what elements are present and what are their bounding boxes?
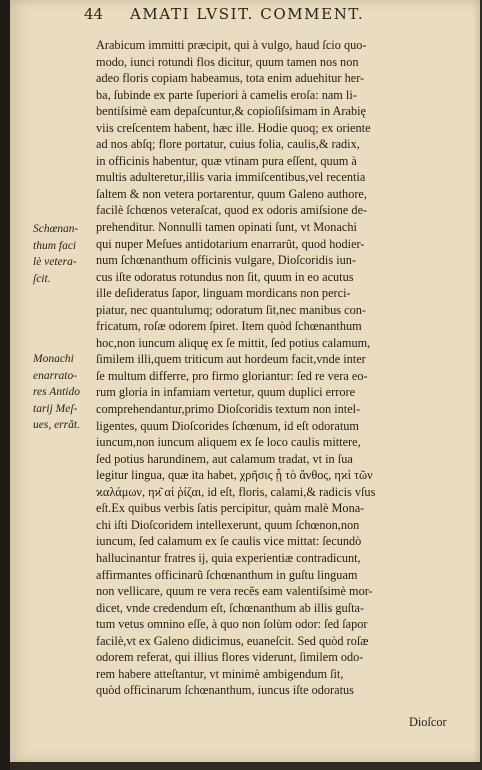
text-line: rem habere atteſtantur, vt minimè ambigendum ſit, bbox=[96, 666, 344, 681]
text-line: facilè,vt ex Galeno didicimus, euaneſcit. Sed quòd roſæ bbox=[96, 633, 369, 648]
text-line: facilè ſchœnos veteraſcat, quod ex odoris amiſsione de- bbox=[96, 203, 368, 218]
text-line: multis adulteretur,illis varia immiſcentibus,vel recentia bbox=[96, 170, 366, 185]
margin-note-line: Monachi bbox=[33, 353, 74, 365]
margin-note-line: Schœnan- bbox=[33, 223, 79, 235]
text-line: odorem referat, qui illius flores viderunt, ſimilem odo- bbox=[96, 650, 364, 665]
text-line: ille deſideratus ſapor, linguam mordicans non perci- bbox=[96, 286, 351, 301]
running-title: AMATI LVSIT. COMMENT. bbox=[130, 5, 365, 23]
text-line: fricatum, roſæ odorem ſpiret. Item quòd ſchœnanthum bbox=[96, 319, 362, 334]
page-header bbox=[10, 3, 480, 27]
text-line: ligentes, quum Dioſcorides ſchœnum, id eſt odoratum bbox=[96, 418, 359, 433]
text-line: ba, ſubinde ex parte ſuperiori à camelis eroſa: nam li- bbox=[96, 87, 357, 102]
text-line: eſt.Ex quibus verbis ſatis percipitur, quàm malè Mona- bbox=[96, 501, 365, 516]
text-line: ad nos abſq; flore portatur, cuius folia, caulis,& radix, bbox=[96, 137, 360, 152]
text-line: cus iſte odoratus rotundus non ſit, quum in eo acutus bbox=[96, 269, 354, 284]
text-line: bentiſsimè eam depaſcuntur,& copioſiſsimam in Arabię bbox=[96, 104, 366, 119]
text-line: num ſchœnanthum officinis vulgare, Dioſcoridis iun- bbox=[96, 253, 357, 268]
margin-note-line: thum faci bbox=[33, 239, 77, 252]
book-page bbox=[10, 0, 480, 762]
text-line: comprehendantur,primo Dioſcoridis textum non intel- bbox=[96, 402, 361, 417]
margin-note-line: res Antido bbox=[33, 386, 80, 398]
text-line: chi iſti Dioſcoridem intellexerunt, quum ſchœnon,non bbox=[96, 517, 360, 532]
text-line: non vellicare, quum re vera recẽs eam valentiſsimè mor- bbox=[96, 584, 373, 599]
text-line: quòd officinarum ſchœnanthum, iuncus iſte odoratus bbox=[96, 683, 354, 698]
text-line: modo, iunci rotundi flos dicitur, quum tamen nos non bbox=[96, 54, 359, 69]
text-line: adeo floris copiam habeamus, tota enim aduehitur her- bbox=[96, 71, 365, 86]
text-line: ſaltem & non vetera portarentur, quum Galeno authore, bbox=[96, 186, 367, 201]
text-line: prehenditur. Nonnulli tamen opinati ſunt, vt Monachi bbox=[96, 220, 357, 235]
text-line: ϰαλάμων, ηϰ͂ αἱ ῥίζαι, id eſt, floris, calami,& radicis vſus bbox=[96, 484, 376, 499]
text-line: affirmantes officinarũ ſchœnanthum in guſtu linguam bbox=[96, 567, 358, 582]
margin-note-line: tarij Meſ- bbox=[33, 402, 78, 415]
text-line: iuncum,non iuncum aliquem ex ſe loco caulis mittere, bbox=[96, 435, 361, 450]
margin-note-schoenanthum bbox=[33, 221, 95, 287]
text-line: ſed potius harundinem, aut calamum tradat, vt in ſua bbox=[96, 451, 353, 466]
text-line: piatur, nec quantulumq; odoratum ſit,nec manibus con- bbox=[96, 302, 366, 317]
text-line: iuncum, ſed calamum ex ſe caulis vice mittat: ſecundò bbox=[96, 534, 362, 549]
margin-note-line: ues, errăt. bbox=[33, 419, 80, 431]
margin-note-line: lè vetera- bbox=[33, 256, 77, 268]
text-line: qui nuper Meſues antidotarium enarrarũt, quod hodier- bbox=[96, 236, 365, 251]
text-line: tum vetus omnino eſſe, à quo non ſolùm odor: ſed ſapor bbox=[96, 617, 368, 632]
text-line: in officinis habentur, quæ vtinam pura eſſent, quum à bbox=[96, 153, 357, 168]
book-gutter bbox=[0, 0, 10, 770]
page-number: 44 bbox=[84, 5, 104, 23]
text-column bbox=[96, 37, 454, 699]
margin-note-line: ſcit. bbox=[33, 272, 51, 285]
text-line: dicet, vnde credendum eſt, ſchœnanthum ab illis guſta- bbox=[96, 600, 365, 615]
margin-note-line: enarrato- bbox=[33, 369, 78, 382]
catchword: Dioſcor bbox=[409, 715, 447, 729]
text-line: viis creſcentem habent, hæc ille. Hodie quoq; ex oriente bbox=[96, 120, 371, 135]
text-line: ſe multum differre, pro firmo gloriantur: ſed re vera eo- bbox=[96, 368, 368, 383]
text-line: hallucinantur fratres ij, quia experientiæ contradicunt, bbox=[96, 550, 361, 565]
text-line: rum gloria in infamiam vertetur, quum duplici errore bbox=[96, 385, 356, 400]
margin-note-monachi bbox=[33, 351, 95, 434]
text-line: hoc,non iuncum aliquę ex ſe mittit, ſed potius calamum, bbox=[96, 335, 371, 350]
text-line: legitur lingua, quæ ita habet, χρῆσις ᾗ τὸ ἄνθος, ηϰὶ τῶν bbox=[96, 468, 373, 483]
text-line: ſimilem illi,quem triticum aut hordeum facit,vnde inter bbox=[96, 352, 366, 367]
text-line: Arabicum immitti præcipit, qui à vulgo, haud ſcio quo- bbox=[96, 38, 367, 52]
